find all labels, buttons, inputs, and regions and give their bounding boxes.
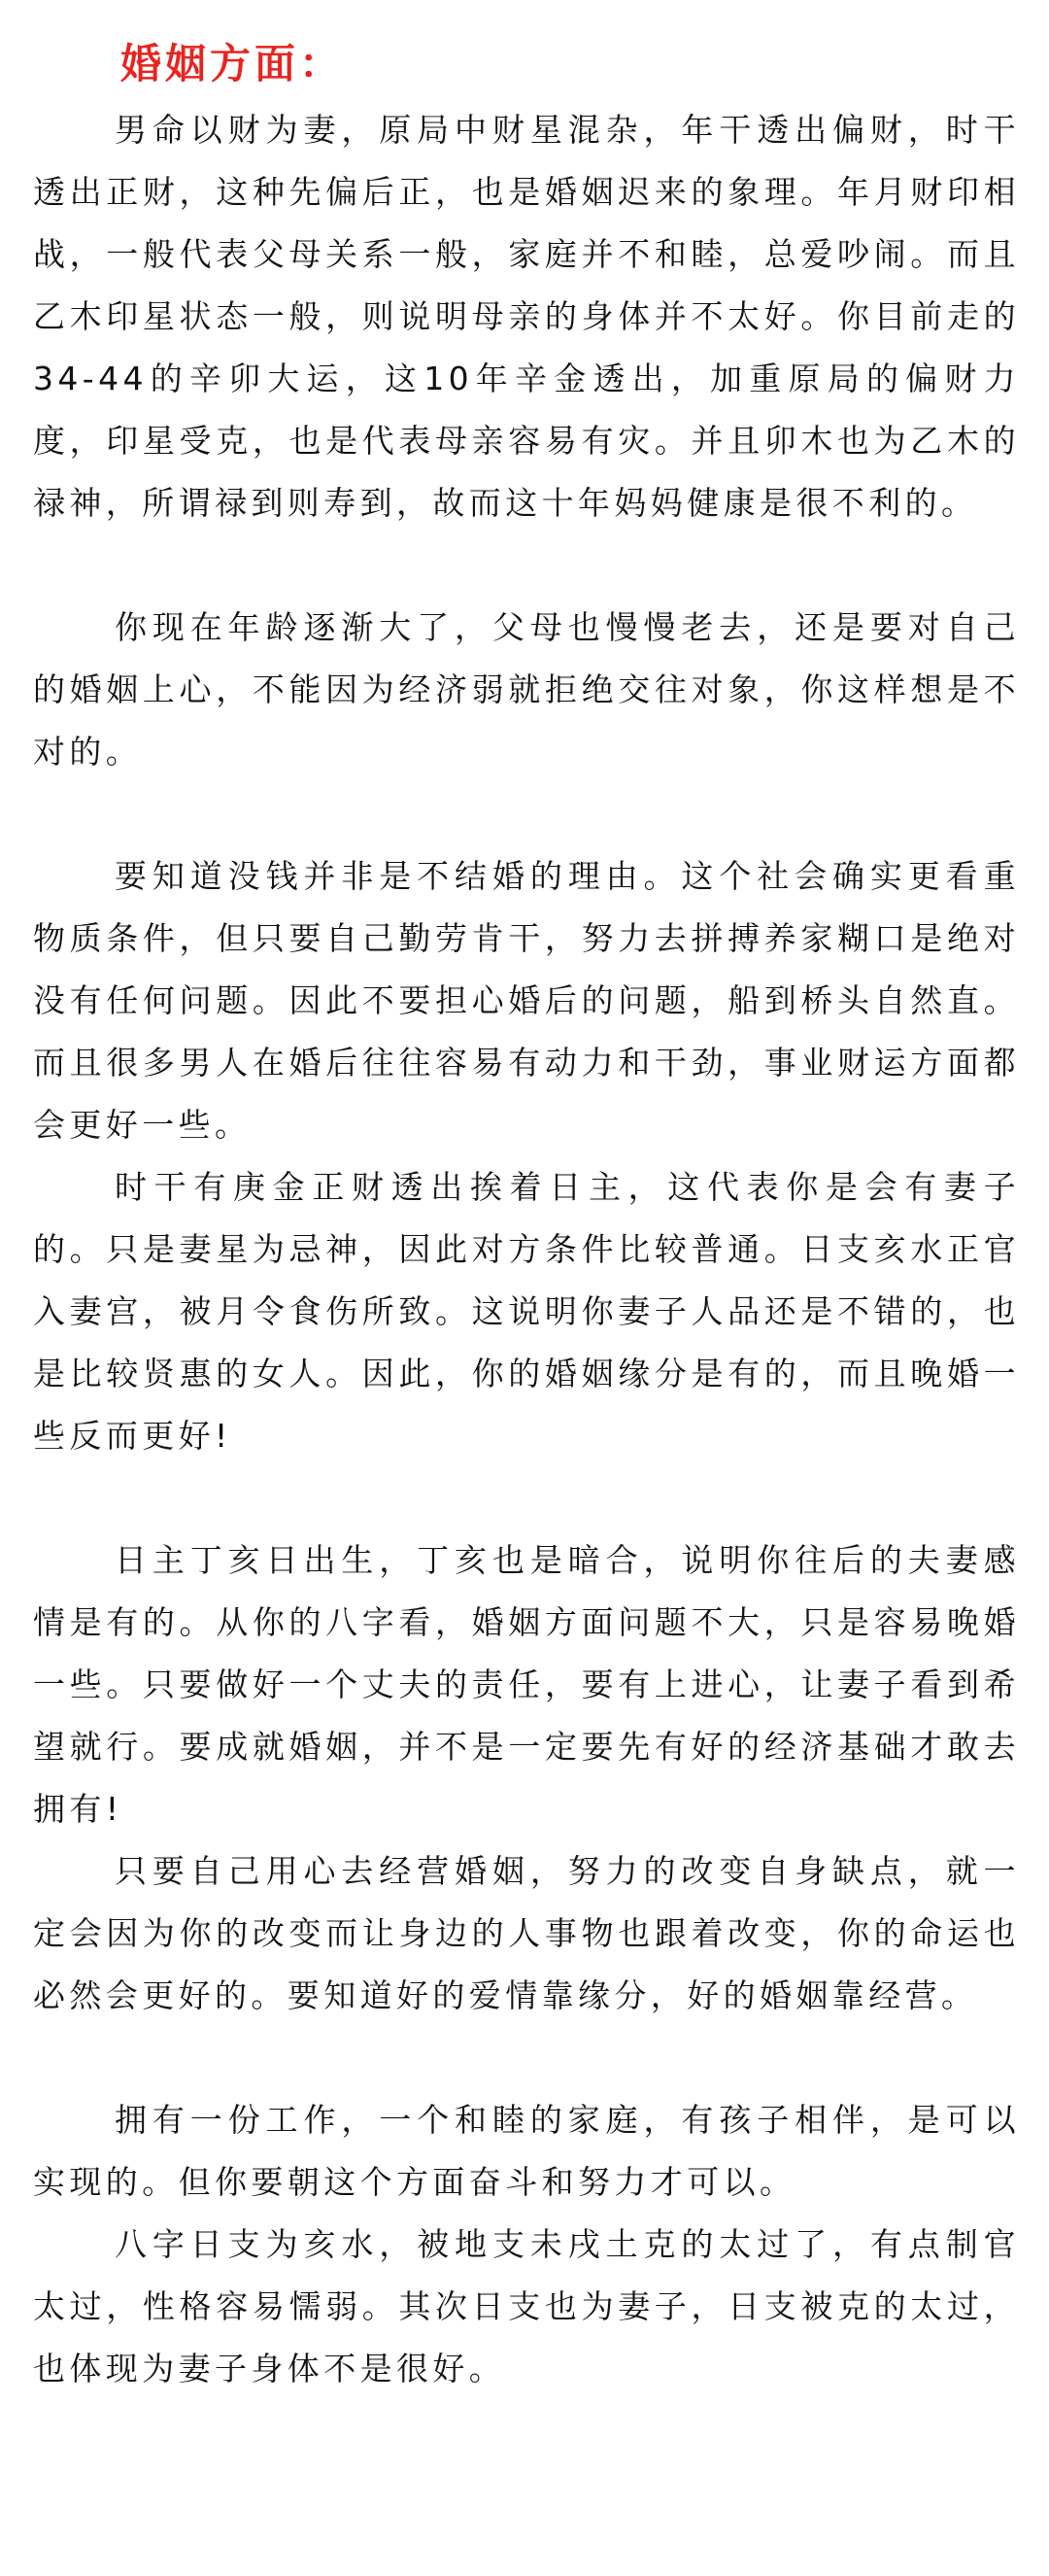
blank-line	[33, 534, 1020, 597]
paragraph-2: 你现在年龄逐渐大了，父母也慢慢老去，还是要对自己的婚姻上心，不能因为经济弱就拒绝交往对象，你这样想是不对的。	[33, 608, 1020, 771]
blank-line	[33, 1467, 1020, 1529]
paragraph-6: 只要自己用心去经营婚姻，努力的改变自身缺点，就一定会因为你的改变而让身边的人事物也跟着改变，你的命运也必然会更好的。要知道好的爱情靠缘分，好的婚姻靠经营。	[33, 1852, 1020, 2014]
blank-line	[33, 783, 1020, 845]
section-heading: 婚姻方面：	[120, 40, 345, 87]
paragraph-1: 男命以财为妻，原局中财星混杂，年干透出偏财，时干透出正财，这种先偏后正，也是婚姻迟来的象理。年月财印相战，一般代表父母关系一般，家庭并不和睦，总爱吵闹。而且乙木印星状态一般，则说明母亲的身体并不太好。你目前走的34-44的辛卯大运，这10年辛金透出，加重原局的偏财力度，印星受克，也是代表母亲容易有灾。并且卯木也为乙木的禄神，所谓禄到则寿到，故而这十年妈妈健康是很不利的。	[33, 111, 1020, 522]
paragraph-3: 要知道没钱并非是不结婚的理由。这个社会确实更看重物质条件，但只要自己勤劳肯干，努力去拼搏养家糊口是绝对没有任何问题。因此不要担心婚后的问题，船到桥头自然直。而且很多男人在婚后往往容易有动力和干劲，事业财运方面都会更好一些。	[33, 857, 1020, 1144]
paragraph-5: 日主丁亥日出生，丁亥也是暗合，说明你往后的夫妻感情是有的。从你的八字看，婚姻方面问题不大，只是容易晚婚一些。只要做好一个丈夫的责任，要有上进心，让妻子看到希望就行。要成就婚姻，并不是一定要先有好的经济基础才敢去拥有!	[33, 1541, 1020, 1828]
paragraph-4: 时干有庚金正财透出挨着日主，这代表你是会有妻子的。只是妻星为忌神，因此对方条件比较普通。日支亥水正官入妻宫，被月令食伤所致。这说明你妻子人品还是不错的，也是比较贤惠的女人。因此，你的婚姻缘分是有的，而且晚婚一些反而更好!	[33, 1168, 1020, 1455]
paragraph-7: 拥有一份工作，一个和睦的家庭，有孩子相伴，是可以实现的。但你要朝这个方面奋斗和努力才可以。	[33, 2101, 1020, 2201]
blank-line	[33, 2027, 1020, 2089]
paragraph-8: 八字日支为亥水，被地支未戌土克的太过了，有点制官太过，性格容易懦弱。其次日支也为妻子，日支被克的太过，也体现为妻子身体不是很好。	[33, 2225, 1020, 2387]
